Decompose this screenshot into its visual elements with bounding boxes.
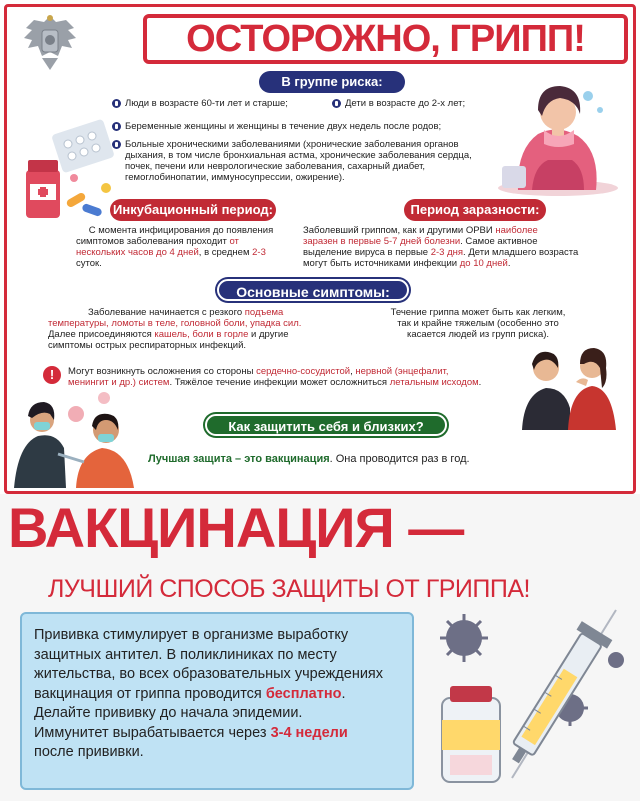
complications-text: Могут возникнуть осложнения со стороны сердечно-сосудистой, нервной (энцефалит, менингит и др.) систем. Тяжёлое течение инфекции может осложниться летальным исходом. xyxy=(68,366,482,388)
bullet-icon xyxy=(332,99,341,108)
medicine-illustration xyxy=(16,118,120,228)
warning-icon: ! xyxy=(43,366,61,384)
title-banner xyxy=(143,14,628,64)
contagious-text: Заболевший гриппом, как и другими ОРВИ наиболее заразен в первые 5-7 дней болезни. Самое активное выделение вируса в первые 2-3 дня. Дети младшего возраста могут быть источниками инфекции до 10 дней. xyxy=(303,225,579,269)
vaccination-subtitle: ЛУЧШИЙ СПОСОБ ЗАЩИТЫ ОТ ГРИППА! xyxy=(48,575,530,603)
risk-item: Люди в возрасте 60-ти лет и старше; xyxy=(112,98,288,109)
risk-item-chronic: Больные хроническими заболеваниями (хронические заболевания органов xyxy=(112,139,459,150)
symptoms-left-text: Заболевание начинается с резкого подъема температуры, ломоты в теле, головной боли, упадка сил. Далее присоединяются кашель, боли в горле и другие симптомы острых респираторных инфекций. xyxy=(48,307,302,351)
coughing-people-illustration xyxy=(516,338,622,430)
risk-chronic-line: дыхания, в том числе бронхиальная астма, хронические заболевания сердца, xyxy=(125,150,472,161)
symptoms-right-text: Течение гриппа может быть как легким, так и крайне тяжелым (особенно это касается людей из групп риска). xyxy=(390,307,566,340)
risk-chronic-line: гемоглобинопатии, иммуносупрессии, ожирение). xyxy=(125,172,345,183)
bullet-icon xyxy=(112,99,121,108)
protect-heading: Как защитить себя и близких? xyxy=(205,414,447,436)
risk-group-heading: В группе риска: xyxy=(259,71,405,93)
contagious-heading: Период заразности: xyxy=(404,199,546,221)
risk-chronic-line: почек, печени или неврологические заболевания, сахарный диабет, xyxy=(125,161,426,172)
risk-item: Беременные женщины и женщины в течение двух недель после родов; xyxy=(112,121,441,132)
vaccination-illustration xyxy=(14,384,144,488)
sick-woman-illustration xyxy=(488,70,620,198)
syringe-vial-illustration xyxy=(420,590,634,795)
vaccination-title: ВАКЦИНАЦИЯ — xyxy=(8,496,464,559)
risk-item: Дети в возрасте до 2-х лет; xyxy=(332,98,465,109)
incubation-heading: Инкубационный период: xyxy=(110,199,276,221)
incubation-text: С момента инфицирования до появления симптомов заболевания проходит от нескольких часов до 4 дней, в среднем 2-3 суток. xyxy=(76,225,274,269)
symptoms-heading: Основные симптомы: xyxy=(217,279,409,301)
vaccination-info-text: Прививка стимулирует в организме выработку защитных антител. В поликлиниках по месту жительства, во всех образовательных учреждениях вакцинация от гриппа проводится бесплатно. Делайте прививку до начала эпидемии. Иммунитет вырабатывается через 3-4 недели после прививки. xyxy=(34,627,384,760)
best-protection-text: Лучшая защита – это вакцинация. Она проводится раз в год. xyxy=(148,453,470,465)
page-title: ОСТОРОЖНО, ГРИПП! xyxy=(186,18,585,60)
emblem-icon xyxy=(20,12,80,74)
